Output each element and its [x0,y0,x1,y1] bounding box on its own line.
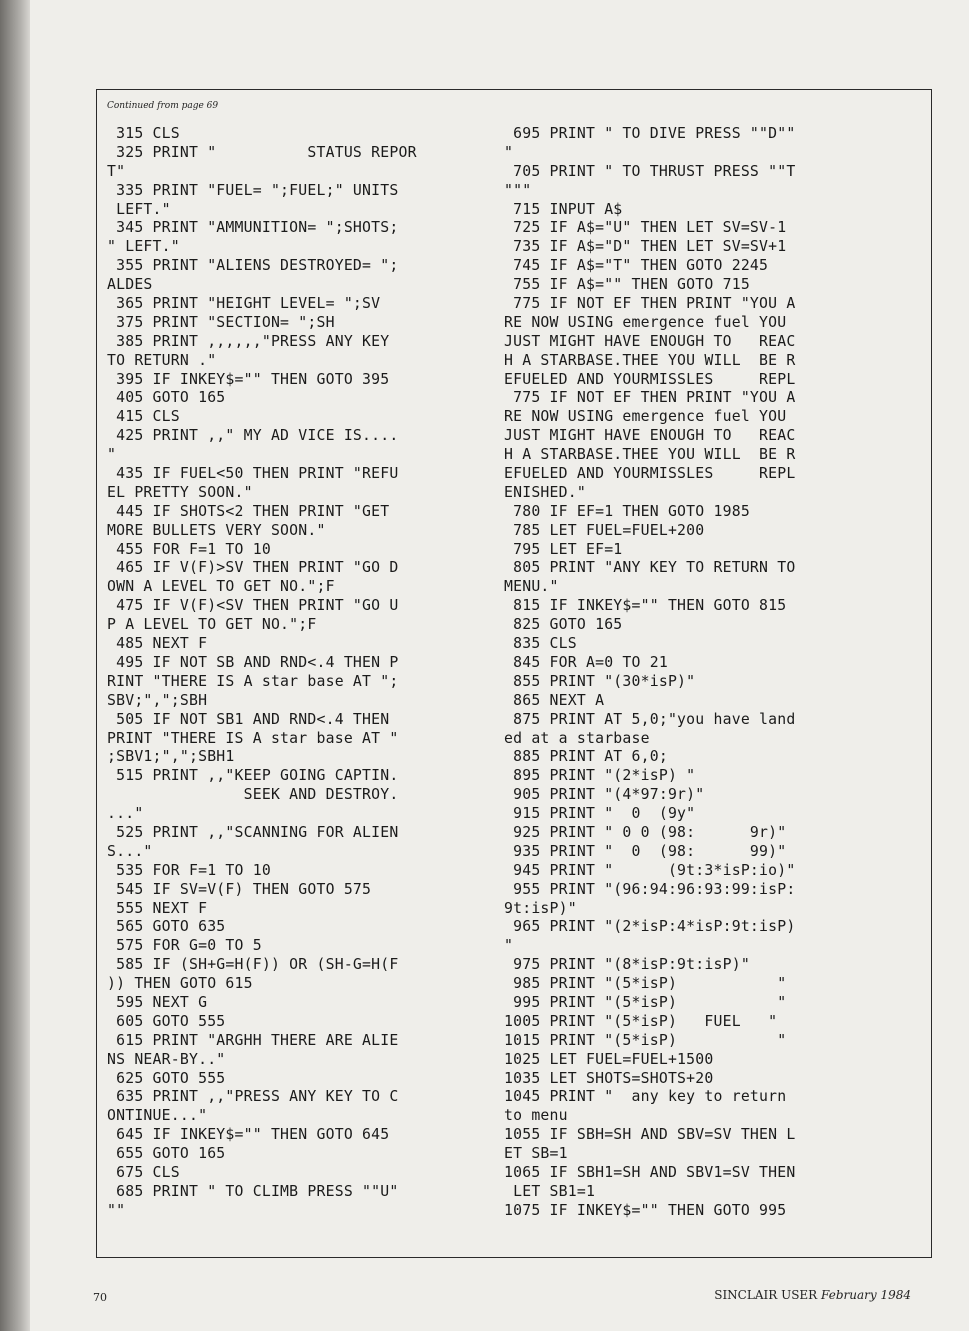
code-line: ET SB=1 [504,1145,568,1163]
code-line: to menu [504,1107,568,1125]
code-line: 695 PRINT " TO DIVE PRESS ""D"" [504,125,796,142]
code-line: 885 PRINT AT 6,0; [504,748,668,766]
code-line: ed at a starbase [504,729,650,747]
code-line: 345 PRINT "AMMUNITION= ";SHOTS; [107,219,399,237]
code-line: RINT "THERE IS A star base AT "; [107,672,399,690]
code-line: 875 PRINT AT 5,0;"you have land [504,710,796,728]
code-line: 475 IF V(F)<SV THEN PRINT "GO U [107,597,399,615]
code-line: 915 PRINT " 0 (9y" [504,805,696,823]
code-line: 355 PRINT "ALIENS DESTROYED= "; [107,257,399,275]
code-line: MORE BULLETS VERY SOON." [107,521,326,539]
code-line: 435 IF FUEL<50 THEN PRINT "REFU [107,465,399,483]
code-line: 725 IF A$="U" THEN LET SV=SV-1 [504,219,787,237]
code-line: 535 FOR F=1 TO 10 [107,861,271,879]
code-line: " LEFT." [107,238,180,256]
code-line: 755 IF A$="" THEN GOTO 715 [504,276,750,294]
code-line: SEEK AND DESTROY. [107,786,399,804]
code-line: 565 GOTO 635 [107,918,226,936]
code-line: 315 CLS [107,125,180,142]
code-line: EL PRETTY SOON." [107,483,253,501]
code-line: 1065 IF SBH1=SH AND SBV1=SV THEN [504,1163,796,1181]
code-line: RE NOW USING emergence fuel YOU [504,408,787,426]
code-line: 555 NEXT F [107,899,208,917]
magazine-name: SINCLAIR USER [714,1288,818,1302]
code-line: 735 IF A$="D" THEN LET SV=SV+1 [504,238,787,256]
code-line: ENISHED." [504,483,586,501]
code-line: 745 IF A$="T" THEN GOTO 2245 [504,257,769,275]
code-line: EFUELED AND YOURMISSLES REPL [504,370,796,388]
code-line: 645 IF INKEY$="" THEN GOTO 645 [107,1126,390,1144]
code-line: 905 PRINT "(4*97:9r)" [504,786,705,804]
code-line: 445 IF SHOTS<2 THEN PRINT "GET [107,502,390,520]
code-line: ;SBV1;",";SBH1 [107,748,235,766]
code-line: 895 PRINT "(2*isP) " [504,767,696,785]
code-line: 675 CLS [107,1163,180,1181]
code-line: 495 IF NOT SB AND RND<.4 THEN P [107,653,399,671]
code-line: 385 PRINT ,,,,,,"PRESS ANY KEY [107,332,390,350]
code-line: 945 PRINT " (9t:3*isP:io)" [504,861,796,879]
code-line: 795 LET EF=1 [504,540,623,558]
code-line: H A STARBASE.THEE YOU WILL BE R [504,351,796,369]
issue-date: February 1984 [821,1288,911,1302]
code-line: SBV;",";SBH [107,691,208,709]
code-line: H A STARBASE.THEE YOU WILL BE R [504,446,796,464]
code-line: 1075 IF INKEY$="" THEN GOTO 995 [504,1201,787,1219]
code-line: OWN A LEVEL TO GET NO.";F [107,578,335,596]
code-line: 375 PRINT "SECTION= ";SH [107,313,335,331]
continued-note: Continued from page 69 [107,101,219,111]
code-line: 515 PRINT ,,"KEEP GOING CAPTIN. [107,767,399,785]
listing-column-right [504,125,882,1221]
code-line: 9t:isP)" [504,899,577,917]
code-line: 325 PRINT " STATUS REPOR [107,143,417,161]
code-line: 985 PRINT "(5*isP) " [504,975,787,993]
code-line: 1025 LET FUEL=FUEL+1500 [504,1050,714,1068]
code-line: 935 PRINT " 0 (98: 99)" [504,842,787,860]
code-line: LET SB1=1 [504,1182,596,1200]
code-line: 685 PRINT " TO CLIMB PRESS ""U" [107,1182,399,1200]
code-line: 705 PRINT " TO THRUST PRESS ""T [504,162,796,180]
code-line: 595 NEXT G [107,993,208,1011]
code-line: 415 CLS [107,408,180,426]
code-line: 465 IF V(F)>SV THEN PRINT "GO D [107,559,399,577]
code-line: ONTINUE..." [107,1107,208,1125]
code-line: 585 IF (SH+G=H(F)) OR (SH-G=H(F [107,956,399,974]
code-line: 965 PRINT "(2*isP:4*isP:9t:isP) [504,918,796,936]
code-line: 925 PRINT " 0 0 (98: 9r)" [504,823,787,841]
code-line: 405 GOTO 165 [107,389,226,407]
code-line: ..." [107,805,144,823]
code-line: 335 PRINT "FUEL= ";FUEL;" UNITS [107,181,399,199]
code-line: )) THEN GOTO 615 [107,975,253,993]
code-line: 625 GOTO 555 [107,1069,226,1087]
code-line: 775 IF NOT EF THEN PRINT "YOU A [504,295,796,313]
code-line: 955 PRINT "(96:94:96:93:99:isP: [504,880,796,898]
code-line: " [504,937,514,955]
listing-column-left [107,125,485,1221]
code-line: 845 FOR A=0 TO 21 [504,653,668,671]
code-line: 855 PRINT "(30*isP)" [504,672,696,690]
code-line: 835 CLS [504,635,577,653]
code-line: 1045 PRINT " any key to return [504,1088,787,1106]
code-line: 1055 IF SBH=SH AND SBV=SV THEN L [504,1126,796,1144]
code-line: 785 LET FUEL=FUEL+200 [504,521,705,539]
page-number: 70 [93,1291,107,1304]
code-line: 780 IF EF=1 THEN GOTO 1985 [504,502,750,520]
code-line: 975 PRINT "(8*isP:9t:isP)" [504,956,750,974]
code-line: EFUELED AND YOURMISSLES REPL [504,465,796,483]
code-line: PRINT "THERE IS A star base AT " [107,729,399,747]
code-line: 575 FOR G=0 TO 5 [107,937,262,955]
code-line: 865 NEXT A [504,691,605,709]
code-line: T" [107,162,126,180]
code-line: 425 PRINT ,," MY AD VICE IS.... [107,427,399,445]
code-line: 395 IF INKEY$="" THEN GOTO 395 [107,370,390,388]
magazine-footer [714,1288,911,1302]
code-line: """ [504,181,532,199]
code-line: TO RETURN ." [107,351,217,369]
code-line: 995 PRINT "(5*isP) " [504,993,787,1011]
code-line: ALDES [107,276,153,294]
code-line: 775 IF NOT EF THEN PRINT "YOU A [504,389,796,407]
code-line: 655 GOTO 165 [107,1145,226,1163]
code-line: 615 PRINT "ARGHH THERE ARE ALIE [107,1031,399,1049]
page-spine [0,0,30,1331]
code-line: 635 PRINT ,,"PRESS ANY KEY TO C [107,1088,399,1106]
code-line: 455 FOR F=1 TO 10 [107,540,271,558]
code-line: 805 PRINT "ANY KEY TO RETURN TO [504,559,796,577]
code-line: 715 INPUT A$ [504,200,623,218]
code-line: 485 NEXT F [107,635,208,653]
code-line: 505 IF NOT SB1 AND RND<.4 THEN [107,710,390,728]
code-line: RE NOW USING emergence fuel YOU [504,313,787,331]
code-line: " [107,446,117,464]
code-line: 525 PRINT ,,"SCANNING FOR ALIEN [107,823,399,841]
code-line: JUST MIGHT HAVE ENOUGH TO REAC [504,332,796,350]
code-line: "" [107,1201,126,1219]
code-line: 605 GOTO 555 [107,1012,226,1030]
code-line: 365 PRINT "HEIGHT LEVEL= ";SV [107,295,381,313]
code-line: 1035 LET SHOTS=SHOTS+20 [504,1069,714,1087]
code-line: 1005 PRINT "(5*isP) FUEL " [504,1012,778,1030]
code-line: JUST MIGHT HAVE ENOUGH TO REAC [504,427,796,445]
code-line: 545 IF SV=V(F) THEN GOTO 575 [107,880,372,898]
code-line: 1015 PRINT "(5*isP) " [504,1031,787,1049]
code-line: 825 GOTO 165 [504,616,623,634]
code-line: MENU." [504,578,559,596]
code-line: " [504,143,514,161]
code-line: S..." [107,842,153,860]
code-line: LEFT." [107,200,171,218]
code-line: NS NEAR-BY.." [107,1050,226,1068]
code-line: 815 IF INKEY$="" THEN GOTO 815 [504,597,787,615]
code-line: P A LEVEL TO GET NO.";F [107,616,317,634]
